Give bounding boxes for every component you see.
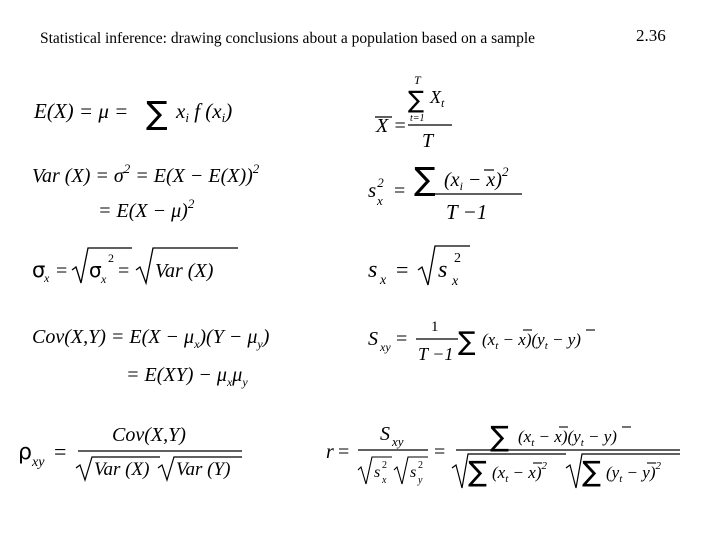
svg-text:S: S: [368, 328, 378, 350]
svg-text:xi f (xi): xi f (xi): [176, 99, 233, 125]
svg-text:=: =: [56, 260, 68, 282]
svg-text:∑: ∑: [146, 94, 168, 132]
svg-text:(xt − x)(yt − y): $(x_t - x)(y_t - y)$: [518, 427, 617, 449]
svg-text:∑: ∑: [408, 86, 425, 114]
svg-text:(xi − x)2: $(x_i - x)^2$: [444, 164, 509, 193]
svg-text:=: =: [118, 260, 130, 282]
svg-text:σ: σ: [32, 258, 46, 282]
svg-text:x: x: [377, 193, 383, 208]
svg-text:Var (X): Var (X): [94, 459, 150, 480]
svg-text:x: x: [101, 272, 107, 286]
svg-text:x: x: [382, 475, 387, 486]
svg-text:E(X) = μ =: E(X) = μ =: [34, 99, 129, 123]
svg-text:S: S: [380, 423, 390, 445]
svg-text:Var (X): Var (X): [155, 260, 214, 282]
svg-text:T: T: [414, 73, 421, 87]
svg-text:2: 2: [108, 251, 114, 265]
svg-text:T −1: T −1: [446, 200, 488, 224]
svg-text:T −1: T −1: [418, 344, 454, 364]
svg-text:∑: ∑: [490, 420, 509, 453]
svg-text:Var (X) = σ2 = E(X − E(X))2: Var $(X) = \sigma^2 = E(X - E(X))^2$: [32, 161, 260, 187]
svg-text:=: =: [394, 180, 406, 202]
svg-text:2: 2: [382, 460, 387, 471]
svg-text:r: r: [326, 441, 334, 463]
svg-text:∑: ∑: [414, 160, 436, 198]
svg-text:x: x: [380, 273, 387, 288]
svg-text:∑: ∑: [458, 327, 476, 357]
svg-text:s: s: [438, 257, 448, 283]
svg-text:∑: ∑: [468, 455, 487, 488]
svg-text:s: s: [374, 464, 381, 481]
svg-text:=: =: [338, 441, 350, 463]
svg-text:xy: xy: [32, 455, 45, 470]
svg-text:2: 2: [418, 460, 423, 471]
svg-text:Cov(X,Y): Cov(X,Y): [112, 424, 186, 446]
svg-text:x: x: [44, 271, 50, 285]
svg-text:=: =: [434, 441, 446, 463]
svg-text:1: 1: [431, 319, 439, 335]
slide-number: 2.36: [636, 26, 666, 45]
svg-text:t=1: t=1: [410, 113, 425, 124]
svg-text:σ: σ: [89, 258, 102, 282]
slide-title: Statistical inference: drawing conclusions about a population based on a sample: [40, 30, 536, 47]
svg-text:(xt − x)(yt − y): $(x_t - x)(y_t - y)$: [482, 330, 581, 352]
svg-text:Cov(X,Y) = E(X − μx)(Y − μy): $Cov(X,Y) = E(X - \mu_x)(Y - \mu_y)$: [32, 326, 270, 351]
svg-text:= E(XY) − μxμy: = $E(XY) - \mu_x\mu_y$: [126, 364, 248, 389]
svg-text:T: T: [422, 130, 434, 152]
svg-text:y: y: [418, 475, 423, 486]
svg-text:ρ: ρ: [18, 440, 32, 465]
svg-text:x: x: [452, 274, 459, 289]
svg-text:s2: $s^2$: [368, 175, 384, 202]
svg-text:s: s: [368, 257, 378, 283]
svg-text:= E(X − μ)2: = $E(X - \mu)^2$: [98, 196, 195, 222]
svg-text:s: s: [410, 464, 417, 481]
svg-text:=: =: [396, 328, 408, 350]
svg-text:Var (Y): Var (Y): [176, 459, 231, 480]
svg-text:(yt − y)2: $(y_t - y)^2$: [606, 460, 661, 485]
svg-text:∑: ∑: [582, 455, 601, 488]
svg-text:=: =: [396, 257, 409, 282]
svg-text:2: 2: [454, 251, 461, 266]
svg-text:xy: xy: [392, 434, 404, 449]
svg-text:X =: X =: [376, 115, 407, 137]
svg-text:(xt − x)2: $(x_t - x)^2$: [492, 460, 547, 485]
svg-text:=: =: [54, 439, 67, 464]
svg-text:xy: xy: [380, 340, 391, 354]
svg-text:Xt: $X_t$: [430, 87, 445, 110]
